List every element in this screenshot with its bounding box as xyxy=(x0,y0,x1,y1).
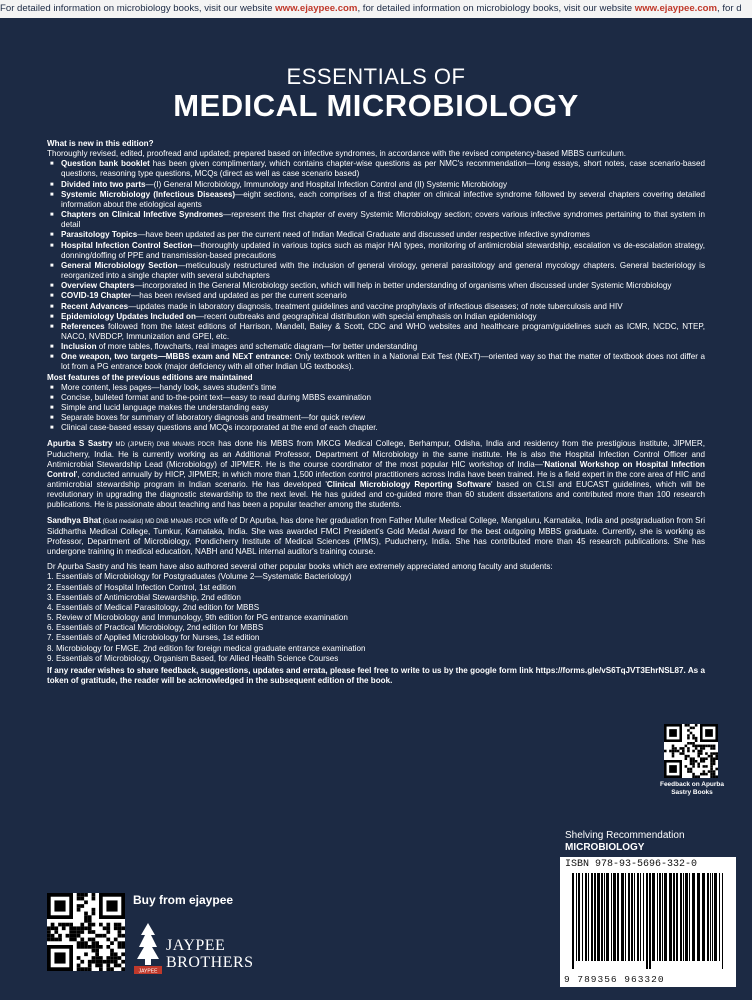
publisher-name-line-1: JAYPEE xyxy=(166,937,226,954)
top-banner xyxy=(0,0,752,18)
whats-new-item-text: —meticulously restructured with the inclusion of general virology, general parasitology and general mycology chapters. General bacteriology is reorganized into a single chapter with several subchapters xyxy=(61,260,705,281)
author-2-degrees: (Gold medalist) MD DNB MNAMS PDCR xyxy=(101,518,212,525)
whats-new-item xyxy=(61,210,705,230)
title-line-1: ESSENTIALS OF xyxy=(286,64,466,89)
author-2-text: wife of Dr Apurba, has done her graduation from Father Muller Medical College, Mangaluru, Karnataka, India and postgraduation from Sri Siddhartha Medical College, Tumkur, Karnataka, India. She was awarded FMCI President's Gold Medal Award for the best outgoing MBBS graduate. Currently, she is working as Professor, Department of Microbiology, Pondicherry Institute of Medical Sciences (PIMS), Puducherry, India. She has contributed more than 45 research publications. She has undergone training in medical education, NABH and NABL internal auditor's training course. xyxy=(47,515,705,557)
feedback-qr-code[interactable] xyxy=(664,724,718,778)
previous-item: ■ Clinical case-based essay questions and MCQs incorporated at the end of each chapter. xyxy=(61,423,705,433)
logo-text: JAYPEE xyxy=(138,968,158,975)
whats-new-list xyxy=(47,159,705,372)
whats-new-item-text: —incorporated in the General Microbiology section, which will help in better understanding of organisms when discussed under Systemic Microbiology xyxy=(134,281,672,291)
feedback-text: If any reader wishes to share feedback, suggestions, updates and errata, please feel free to write to us by the google form link https://forms.gle/vS6TqJVT3EhrNSL87. As a token of gratitude, the reader will be acknowledged in the subsequent edition of the book. xyxy=(47,665,705,685)
whats-new-item-text: —recent outbreaks and geographical distribution with special emphasis on Indian epidemiology xyxy=(195,311,537,321)
whats-new-item-bold: General Microbiology Section xyxy=(61,260,178,270)
whats-new-item xyxy=(61,190,705,210)
author-1-text-2: ', conducted annually by HICP, JIPMER; in which more than 1,500 infection control practitioners across India have been trained. He is a field expert in the core area of HIC and antimicrobial stewardship program in Indian scenario. He has developed ' xyxy=(47,470,705,490)
whats-new-item xyxy=(61,302,705,312)
author-1-degrees: MD (JIPMER) DNB MNAMS PDCR xyxy=(112,441,215,448)
book-item: 5. Review of Microbiology and Immunology, 9th edition for PG entrance examination xyxy=(47,613,348,623)
book-item: 6. Essentials of Practical Microbiology, 2nd edition for MBBS xyxy=(47,623,264,633)
shelving-block xyxy=(565,830,685,854)
whats-new-item-text: has been given complimentary, which contains chapter-wise questions as per NMC's recommendation—long essays, short notes, case scenario-based questions, reasoning type questions, MCQs (direct as well as case scenario based) xyxy=(61,159,705,179)
other-books-intro: Dr Apurba Sastry and his team have also authored several other popular books which are extremely appreciated among faculty and students: xyxy=(47,562,553,572)
banner-link-2[interactable]: www.ejaypee.com xyxy=(634,3,718,14)
barcode-number: 9 789356 963320 xyxy=(564,974,665,985)
jaypee-logo-icon xyxy=(133,917,163,975)
book-item: 7. Essentials of Applied Microbiology for Nurses, 1st edition xyxy=(47,633,260,643)
banner-text-c: , for d xyxy=(717,3,742,14)
previous-item: ■ Concise, bulleted format and to-the-point text—easy to read during MBBS examination xyxy=(61,393,705,403)
whats-new-item-text: —eight sections, each comprises of a first chapter on clinical infective syndrome followed by several chapters covering detailed information about the etiological agents xyxy=(61,189,705,209)
buy-qr-code[interactable] xyxy=(47,893,125,971)
whats-new-item-text: —have been updated as per the current need of Indian Medical Graduate and discussed under respective infective syndromes xyxy=(137,230,590,240)
barcode-icon xyxy=(568,873,728,969)
book-item: 4. Essentials of Medical Parasitology, 2nd edition for MBBS xyxy=(47,602,260,612)
banner-link-1[interactable]: www.ejaypee.com xyxy=(275,3,358,14)
whats-new-item-bold: Inclusion xyxy=(61,342,97,352)
author-1-text-3: ' based on CLSI and EUCAST guidelines, which will be revolutionary in upgrading the diagnostic stewardship to the next level. He has guided and co-guided more than 60 student dissertations and contributed more than 100 research publications. He is passionate about teaching and has been a popular teacher among the students. xyxy=(47,480,705,510)
whats-new-item-bold: References xyxy=(61,321,105,331)
whats-new-item-text: —thoroughly updated in various topics such as major HAI types, monitoring of antimicrobial stewardship, escalation vs de-escalation strategy, donning/doffing of PPE and transmission-based precautions xyxy=(61,240,705,260)
whats-new-item-text: followed from the latest editions of Harrison, Mandell, Bailey & Scott, CDC and WHO websites and healthcare program/guidelines such as ICMR, NCDC, NTEP, NACO, NVBDCP, Immunization and GPEI, etc. xyxy=(61,321,705,341)
book-item: 3. Essentials of Antimicrobial Stewardship, 2nd edition xyxy=(47,592,241,602)
previous-list xyxy=(47,383,705,434)
whats-new-item xyxy=(61,312,705,322)
whats-new-item-text: of more tables, flowcharts, real images and schematic diagram—for better understanding xyxy=(96,342,418,352)
author-1-text-1: has done his MBBS from MKCG Medical College, Berhampur, Odisha, India and residency from the prestigious institute, JIPMER, Puducherry, India. He is currently working as an Additional Professor, Department of Microbiology in the same institute. He is also the Hospital Infection Control Officer and Antimicrobial Stewardship Lead (Microbiology) of JIPMER. He is the course coordinator of the most popular HIC workshop of India—' xyxy=(47,438,706,469)
whats-new-item-bold: Systemic Microbiology (Infectious Diseases) xyxy=(61,189,236,199)
whats-new-item xyxy=(61,230,705,240)
author-1-bio xyxy=(47,439,705,511)
whats-new-item-bold: Epidemiology Updates Included on xyxy=(61,311,196,321)
whats-new-item-text: —updates made in laboratory diagnosis, treatment guidelines and vaccine prophylaxis of infectious diseases; of note tuberculosis and HIV xyxy=(128,301,623,311)
whats-new-item xyxy=(61,159,705,179)
previous-item: ■ More content, less pages—handy look, saves student's time xyxy=(61,383,705,393)
whats-new-item-bold: Overview Chapters xyxy=(61,281,135,291)
whats-new-item-bold: Parasitology Topics xyxy=(61,230,138,240)
whats-new-item xyxy=(61,180,705,190)
whats-new-item xyxy=(61,352,705,372)
author-1-bold-2: Clinical Microbiology Reporting Software xyxy=(326,480,491,490)
previous-heading: Most features of the previous editions are maintained xyxy=(47,372,253,382)
book-item: 1. Essentials of Microbiology for Postgraduates (Volume 2—Systematic Bacteriology) xyxy=(47,572,352,582)
publisher-name-line-2: BROTHERS xyxy=(166,954,254,971)
whats-new-item xyxy=(61,281,705,291)
feedback-qr-caption: Feedback on Apurba Sastry Books xyxy=(659,781,725,796)
whats-new-item-bold: Divided into two parts xyxy=(61,179,146,189)
whats-new-item-text: —(I) General Microbiology, Immunology and Hospital Infection Control and (II) Systemic Microbiology xyxy=(145,179,508,189)
whats-new-item-bold: Recent Advances xyxy=(61,301,129,311)
whats-new-item-text: —represent the first chapter of every Systemic Microbiology section; covers various infective syndromes pertaining to that system in detail xyxy=(61,210,706,230)
author-2-bio xyxy=(47,516,705,558)
whats-new-item-text: —has been revised and updated as per the current scenario xyxy=(131,291,347,301)
whats-new-item-bold: COVID-19 Chapter xyxy=(61,291,132,301)
whats-new-item-bold: Hospital Infection Control Section xyxy=(61,240,193,250)
banner-text-a: For detailed information on microbiology books, visit our website xyxy=(0,3,276,14)
publisher-name xyxy=(166,937,254,971)
whats-new-item-text: Only textbook written in a National Exit Test (NExT)—oriented way so that the matter of textbook does not differ a lot from a PG entrance book (major deficiency with all other Indian UG textbooks). xyxy=(61,352,705,372)
book-item: 8. Microbiology for FMGE, 2nd edition for foreign medical graduate entrance examination xyxy=(47,643,366,653)
title-line-2: MEDICAL MICROBIOLOGY xyxy=(173,88,579,123)
book-item: 2. Essentials of Hospital Infection Control, 1st edition xyxy=(47,582,236,592)
previous-item: ■ Simple and lucid language makes the understanding easy xyxy=(61,403,705,413)
shelving-label: Shelving Recommendation xyxy=(565,830,685,841)
other-books-list xyxy=(47,572,705,663)
book-item: 9. Essentials of Microbiology, Organism Based, for Allied Health Science Courses xyxy=(47,653,339,663)
back-cover-body xyxy=(47,139,705,686)
whats-new-item-bold: Chapters on Clinical Infective Syndromes xyxy=(61,210,224,220)
isbn-barcode-block xyxy=(560,857,736,987)
whats-new-item xyxy=(61,342,705,352)
whats-new-heading: What is new in this edition? xyxy=(47,139,154,148)
whats-new-item xyxy=(61,291,705,301)
whats-new-intro: Thoroughly revised, edited, proofread and updated; prepared based on infective syndromes, in accordance with the revised competency-based MBBS curriculum. xyxy=(47,149,627,159)
shelving-value: MICROBIOLOGY xyxy=(565,842,645,853)
whats-new-item xyxy=(61,241,705,261)
isbn-text: ISBN 978-93-5696-332-0 xyxy=(565,859,698,870)
whats-new-item-bold: Question bank booklet xyxy=(61,159,150,169)
author-1-bold-1: National Workshop on Hospital Infection Control xyxy=(47,459,705,479)
buy-text: Buy from ejaypee xyxy=(133,893,234,907)
author-2-name: Sandhya Bhat xyxy=(47,515,101,525)
whats-new-item xyxy=(61,322,705,342)
banner-text-b: , for detailed information on microbiology books, visit our website xyxy=(357,3,635,14)
previous-item: ■ Separate boxes for summary of laboratory diagnosis and treatment—for quick review xyxy=(61,413,705,423)
whats-new-item-bold: One weapon, two targets—MBBS exam and NExT entrance: xyxy=(61,352,293,362)
author-1-name: Apurba S Sastry xyxy=(47,438,113,448)
whats-new-item xyxy=(61,261,705,281)
